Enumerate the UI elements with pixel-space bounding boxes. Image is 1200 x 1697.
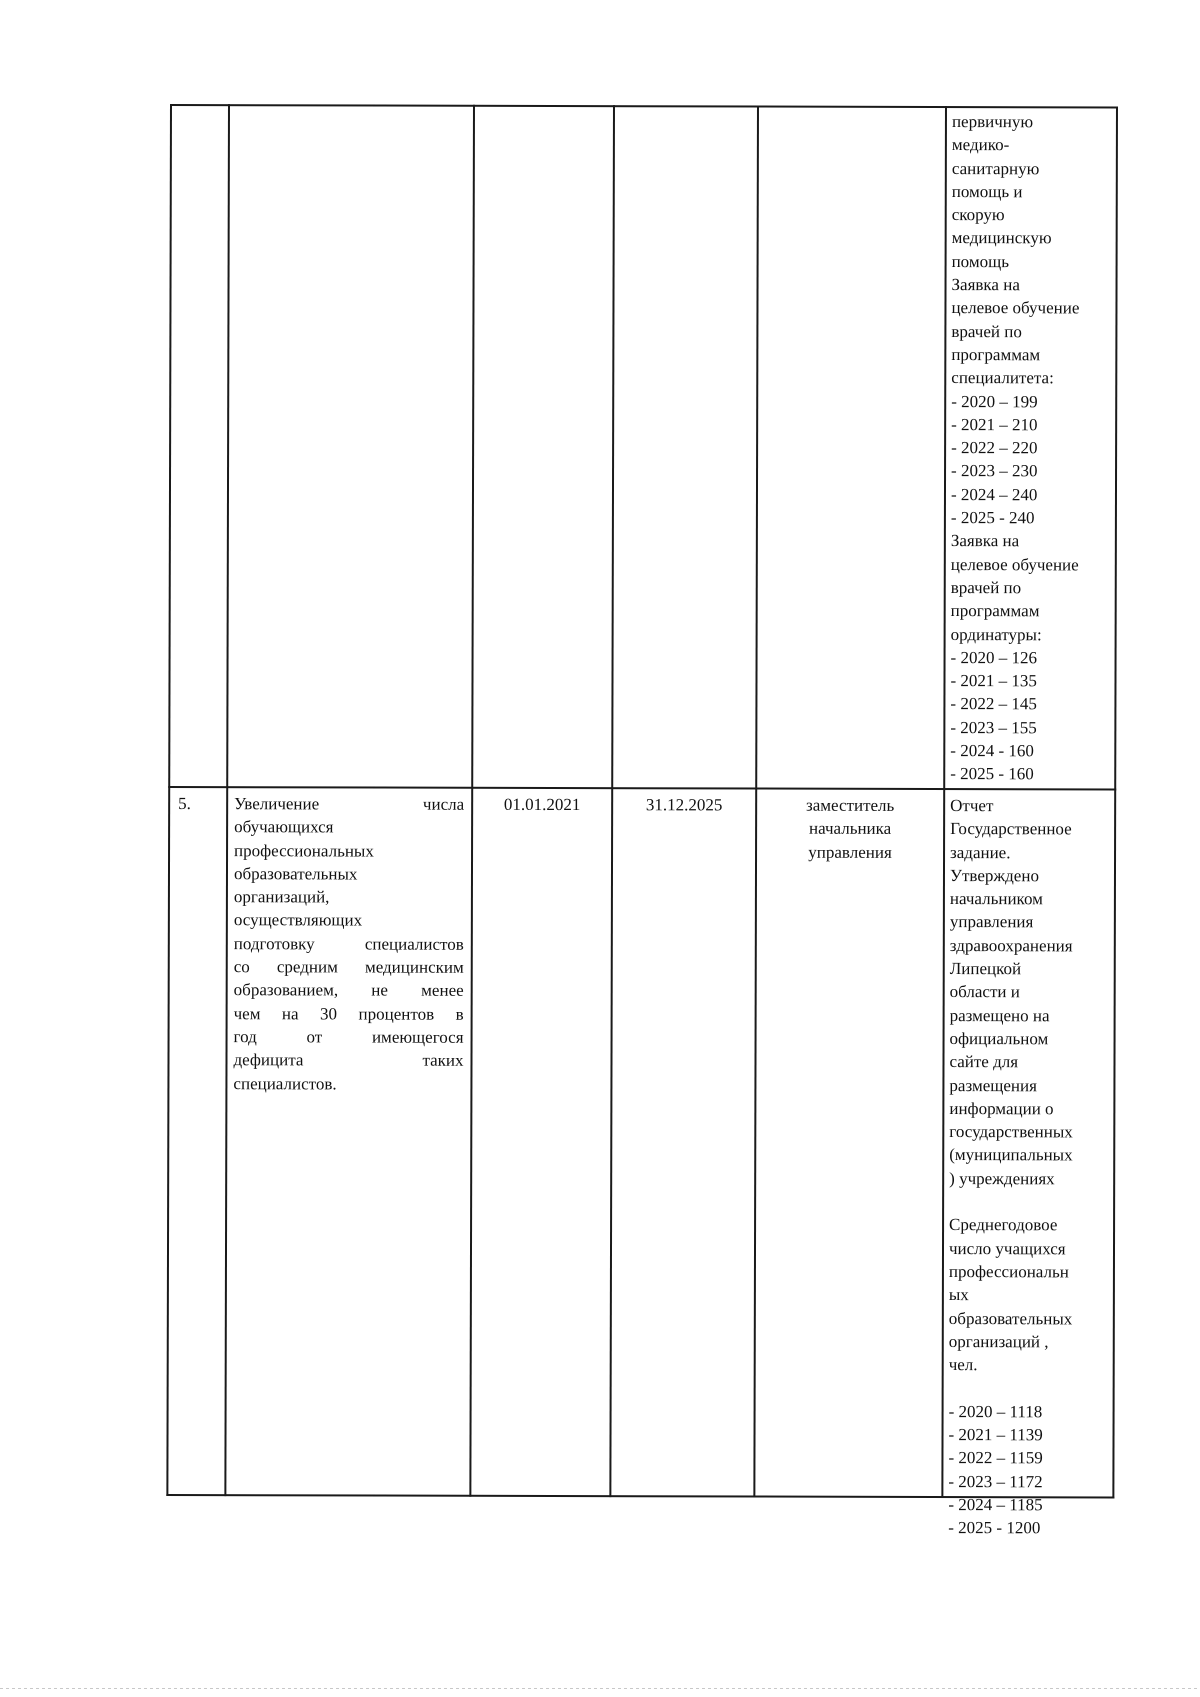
result-text-line: Среднегодовое: [949, 1215, 1058, 1235]
description-text-line: чем на 30 процентов в: [233, 1003, 464, 1024]
result-text-line: - 2020 – 126: [950, 647, 1038, 668]
result-text-line: здравоохранения: [949, 935, 1073, 956]
result-text-line: области и: [949, 982, 1020, 1002]
result-text-line: - 2025 - 160: [950, 764, 1034, 784]
result-text-line: сайте для: [949, 1052, 1019, 1072]
scan-artifact-line: [0, 1688, 1200, 1689]
result-text-line: помощь и: [951, 181, 1023, 202]
result-text-line: - 2021 – 135: [950, 671, 1037, 691]
result-text-line: целевое обучение: [950, 554, 1079, 575]
result-text-line: государственных: [949, 1122, 1073, 1142]
responsible-text-line: управления: [808, 842, 892, 862]
description-cell: [233, 792, 464, 1095]
result-text-line: врачей по: [951, 321, 1022, 341]
result-text-line: информации о: [949, 1098, 1054, 1119]
result-text-line: образовательных: [948, 1308, 1073, 1328]
result-text-line: скорую: [951, 205, 1005, 225]
result-text-line: чел.: [948, 1355, 978, 1375]
description-text-line: образованием, не менее: [233, 980, 464, 1001]
result-text-line: официальном: [949, 1029, 1049, 1049]
result-text-line: специалитета:: [951, 368, 1054, 388]
column-divider: [224, 104, 229, 1496]
responsible-text-line: заместитель: [806, 795, 895, 815]
result-text-line: начальником: [949, 889, 1043, 909]
start-date: 01.01.2021: [503, 794, 581, 815]
description-text-line: подготовку специалистов: [233, 933, 464, 954]
end-date-cell: [614, 793, 754, 817]
result-cell: [948, 794, 1112, 1540]
row-number-cell: [178, 792, 222, 815]
result-text-line: Государственное: [950, 819, 1072, 839]
result-text-line: размещено на: [949, 1005, 1050, 1025]
description-text-line: обучающихся: [234, 817, 334, 837]
result-text-line: ых: [948, 1285, 969, 1305]
result-text-line: - 2022 – 220: [951, 438, 1038, 458]
result-text-line: - 2020 – 1118: [948, 1401, 1043, 1422]
continuation-result-cell: [950, 110, 1114, 786]
result-text-line: программам: [950, 601, 1040, 621]
result-text-line: число учащихся: [948, 1238, 1066, 1258]
result-text-line: Заявка на: [950, 531, 1020, 551]
result-text-line: помощь: [951, 251, 1009, 271]
result-text-line: - 2023 – 1172: [948, 1471, 1043, 1491]
description-text-line: организаций,: [233, 887, 330, 907]
result-text-line: медико-: [951, 135, 1010, 155]
result-text-line: Липецкой: [949, 959, 1022, 979]
result-text-line: - 2023 – 155: [950, 717, 1037, 737]
table-left-border: [166, 104, 171, 1496]
result-text-line: - 2022 – 145: [950, 694, 1037, 714]
result-text-line: - 2024 - 160: [950, 741, 1034, 761]
result-text-line: врачей по: [950, 577, 1022, 598]
result-text-line: задание.: [950, 842, 1011, 862]
table-top-border: [170, 104, 1118, 108]
responsible-text-line: начальника: [808, 818, 892, 839]
result-text-line: Утверждено: [949, 865, 1039, 886]
end-date: 31.12.2025: [645, 795, 723, 815]
result-text-line: - 2025 - 240: [950, 508, 1035, 528]
result-text-line: Заявка на: [951, 275, 1020, 295]
result-text-line: ординатуры:: [950, 624, 1042, 644]
description-text-line: осуществляющих: [233, 910, 363, 930]
result-text-line: (муниципальных: [949, 1145, 1073, 1165]
result-text-line: [949, 1190, 1111, 1214]
result-text-line: - 2025 - 1200: [948, 1518, 1041, 1538]
description-text-line: дефицита таких: [233, 1050, 464, 1071]
result-text-line: профессиональн: [948, 1261, 1069, 1282]
description-text-line: образовательных: [233, 864, 358, 884]
row-separator: [168, 786, 1116, 790]
result-text-line: размещения: [949, 1075, 1037, 1095]
result-text-line: [949, 1376, 1111, 1400]
result-text-line: программам: [951, 345, 1041, 365]
result-text-line: целевое обучение: [951, 298, 1080, 318]
result-text-line: - 2023 – 230: [951, 461, 1038, 481]
result-text-line: первичную: [951, 112, 1034, 132]
result-text-line: Отчет: [950, 796, 994, 816]
document-table: [166, 104, 1118, 1538]
result-text-line: - 2024 – 1185: [948, 1494, 1043, 1515]
result-text-line: - 2020 – 199: [951, 391, 1038, 411]
result-text-line: управления: [949, 912, 1034, 932]
result-text-line: - 2021 – 1139: [948, 1425, 1043, 1445]
description-text-line: Увеличение числа: [234, 794, 465, 814]
result-text-line: - 2022 – 1159: [948, 1448, 1043, 1468]
row-number: 5.: [178, 794, 191, 814]
responsible-cell: [758, 794, 942, 864]
description-text-line: со средним медицинским: [233, 957, 464, 977]
result-text-line: организаций ,: [948, 1331, 1049, 1352]
result-text-line: санитарную: [951, 158, 1040, 178]
description-text-line: профессиональных: [234, 840, 374, 861]
description-text-line: специалистов.: [233, 1073, 337, 1094]
start-date-cell: [474, 793, 610, 817]
result-text-line: медицинскую: [951, 228, 1052, 248]
description-text-line: год от имеющегося: [233, 1027, 464, 1047]
result-text-line: - 2021 – 210: [951, 414, 1038, 435]
result-text-line: ) учреждениях: [949, 1168, 1055, 1189]
result-text-line: - 2024 – 240: [950, 484, 1038, 505]
